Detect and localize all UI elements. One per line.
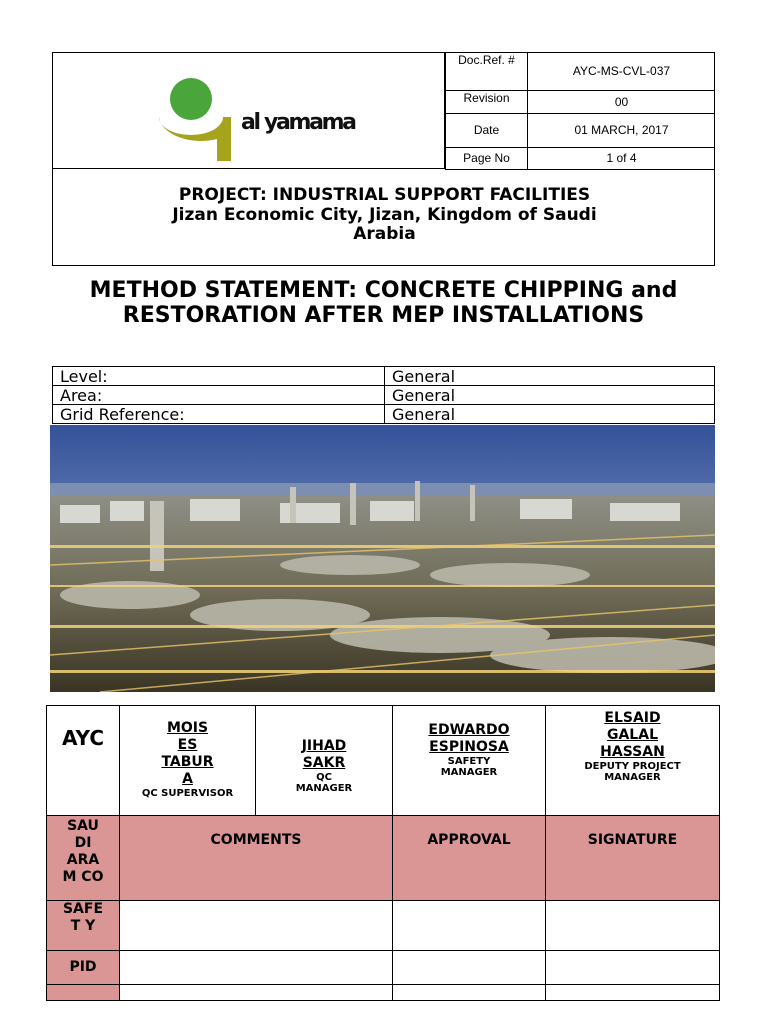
client-name: SAU DI ARA M CO: [62, 818, 104, 885]
location-info-table: [52, 366, 715, 424]
svg-text:al yamama: al yamama: [241, 110, 357, 135]
signatory-cell: [393, 706, 546, 816]
info-row: [53, 405, 715, 424]
row-label-text: PID: [69, 959, 97, 975]
row-label: [47, 985, 120, 1001]
signature-cell[interactable]: [546, 985, 720, 1001]
project-location: Jizan Economic City, Jizan, Kingdom of Saudi Arabia: [172, 204, 597, 244]
revision-value: 00: [528, 90, 716, 113]
date-label: Date: [446, 113, 528, 147]
comments-cell[interactable]: [120, 901, 393, 951]
row-label: [47, 951, 120, 985]
doc-ref-label: Doc.Ref. #: [446, 53, 528, 90]
approval-row: [47, 985, 720, 1001]
industrial-facility-photo: [50, 425, 715, 692]
revision-label: Revision: [446, 90, 528, 113]
project-name: PROJECT: INDUSTRIAL SUPPORT FACILITIES: [178, 185, 591, 205]
info-label: Grid Reference:: [53, 405, 385, 424]
signatory-cell: [256, 706, 393, 816]
info-row: [53, 367, 715, 386]
comments-header: COMMENTS: [120, 816, 393, 901]
signatory-role: DEPUTY PROJECT MANAGER: [584, 761, 681, 783]
approval-signature-table: [46, 705, 719, 1001]
signature-cell[interactable]: [546, 901, 720, 951]
document-meta: [445, 53, 715, 169]
signatory-name: ELSAID GALAL HASSAN: [600, 710, 665, 760]
page-no-value: 1 of 4: [528, 147, 716, 169]
info-value: General: [385, 386, 715, 405]
info-row: [53, 386, 715, 405]
approval-cell[interactable]: [393, 901, 546, 951]
page-no-label: Page No: [446, 147, 528, 169]
signatory-role: QC MANAGER: [295, 772, 353, 794]
signatory-name: JIHAD SAKR: [301, 738, 347, 771]
project-title: [53, 170, 716, 266]
method-statement-title: METHOD STATEMENT: CONCRETE CHIPPING and RESTORATION AFTER MEP INSTALLATIONS: [89, 278, 678, 328]
document-header: [52, 52, 715, 266]
al-yamama-logo: [137, 65, 377, 165]
info-value: General: [385, 367, 715, 386]
approval-row: [47, 951, 720, 985]
info-label: Level:: [53, 367, 385, 386]
comments-cell[interactable]: [120, 951, 393, 985]
approval-row: [47, 901, 720, 951]
info-value: General: [385, 405, 715, 424]
approval-cell[interactable]: [393, 985, 546, 1001]
signatory-cell: [546, 706, 720, 816]
company-name: AYC: [61, 726, 104, 750]
company-cell: [47, 706, 120, 816]
row-label: [47, 901, 120, 951]
signatory-role: SAFETY MANAGER: [440, 756, 498, 778]
signatory-name: EDWARDO ESPINOSA: [428, 722, 510, 755]
logo-area: [53, 53, 445, 169]
row-label-text: SAFE T Y: [62, 901, 104, 934]
approval-cell[interactable]: [393, 951, 546, 985]
signatory-name: MOIS ES TABUR A: [161, 720, 214, 787]
signatory-role: QC SUPERVISOR: [141, 788, 234, 799]
comments-cell[interactable]: [120, 985, 393, 1001]
info-label: Area:: [53, 386, 385, 405]
date-value: 01 MARCH, 2017: [528, 113, 716, 147]
client-cell: [47, 816, 120, 901]
signatory-cell: [120, 706, 256, 816]
signature-cell[interactable]: [546, 951, 720, 985]
signature-header: SIGNATURE: [546, 816, 720, 901]
doc-ref-value: AYC-MS-CVL-037: [528, 53, 716, 90]
approval-header: APPROVAL: [393, 816, 546, 901]
